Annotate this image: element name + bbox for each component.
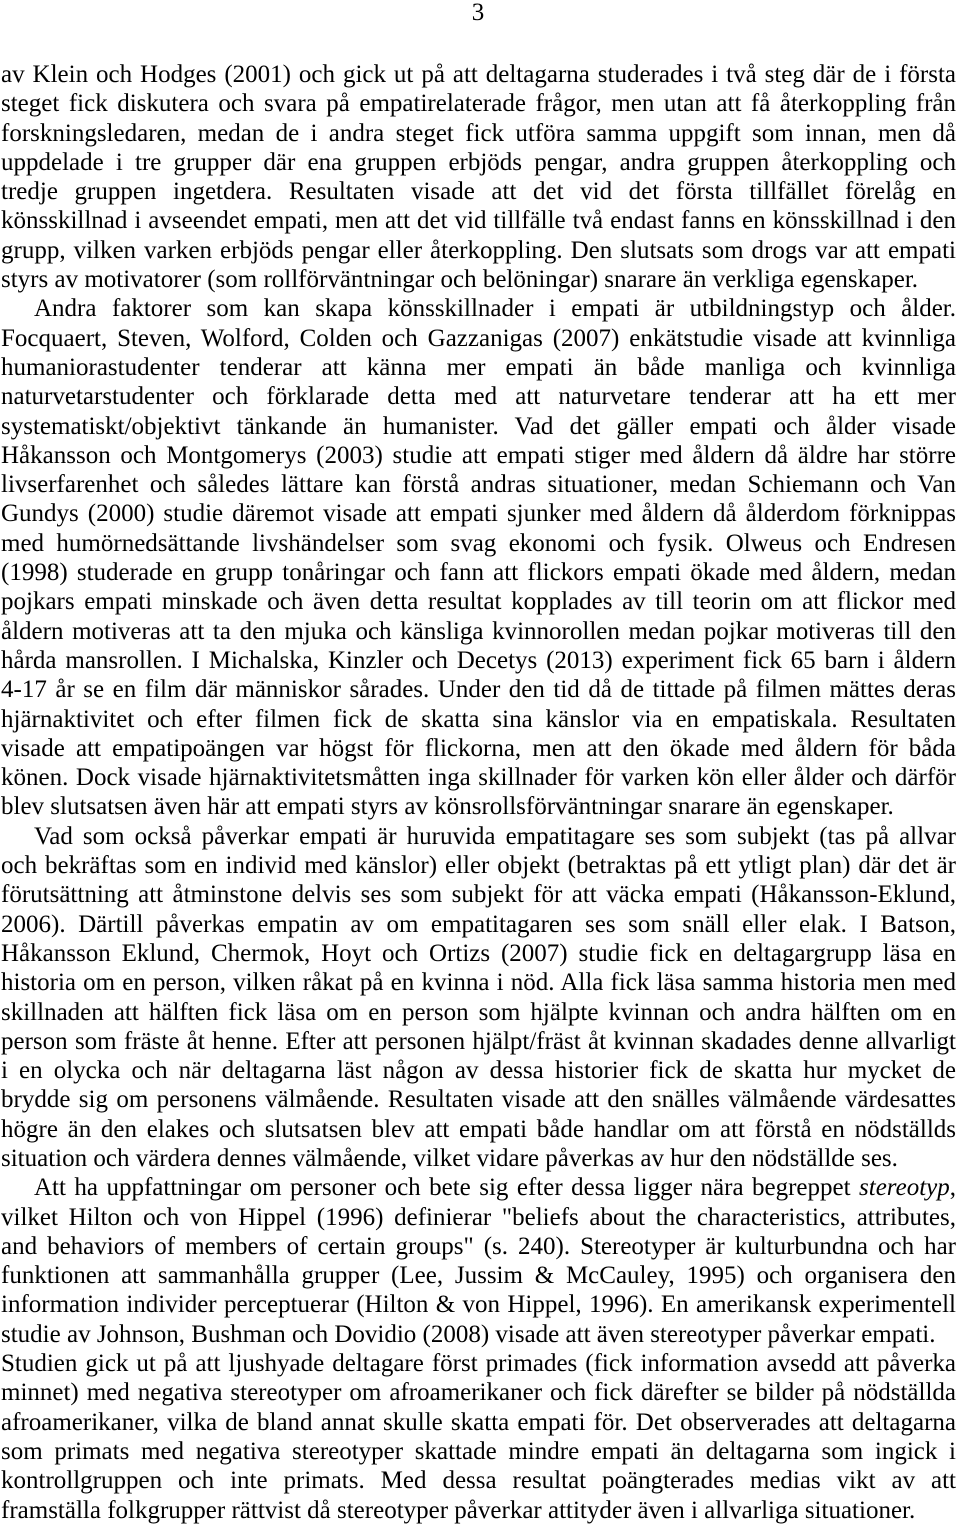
text-line: person som fräste åt henne. Efter att personen hjälpt/fräst åt kvinnan skadades denne allvarligt [1,1027,956,1055]
text-line: blev slutsatsen även här att empati styrs av könsrollsförväntningar snarare än egenskaper. [1,793,894,821]
text-line: hjärnaktivitet och efter filmen fick de skatta sina känslor via en empatiskala. Resultaten [1,705,956,733]
text-segment: Att ha uppfattningar om personer och bete sig efter dessa ligger nära begreppet [34,1174,860,1202]
text-line: brydde sig om personens välmående. Resultaten visade att den snälles välmående värdesattes [1,1086,956,1114]
text-line: visade att empatipoängen var högst för flickorna, men att den ökade med åldern för båda [1,734,956,762]
text-line: steget fick diskutera och svara på empatirelaterade frågor, men utan att få återkoppling från [1,90,956,118]
text-line: funktionen att sammanhålla grupper (Lee, Jussim & McCauley, 1995) och organisera den [1,1262,956,1290]
text-line: Andra faktorer som kan skapa könsskillnader i empati är utbildningstyp och ålder. [34,295,956,323]
text-line: forskningsledaren, medan de i andra steget fick utföra samma uppgift som innan, men då [1,119,956,147]
text-line: tredje gruppen ingetdera. Resultaten visade att det vid det första tillfället förelåg en [1,178,956,206]
text-line: 2006). Därtill påverkas empatin av om empatitagaren ses som snäll eller elak. I Batson, [1,910,956,938]
text-line: situation och värdera dennes välmående, vilket vidare påverkas av hur den nödställde ses. [1,1144,898,1172]
text-line: styrs av motivatorer (som rollförväntningar och belöningar) snarare än verkliga egenskaper. [1,266,919,294]
text-line: av Klein och Hodges (2001) och gick ut på att deltagarna studerades i två steg där de i första [1,61,956,88]
text-line: förutsättning att åtminstone delvis ses som subjekt för att väcka empati (Håkansson-Eklund, [1,881,956,909]
text-line: framställa folkgrupper rättvist då stereotyper påverkar attityder även i allvarliga situationer. [1,1496,916,1524]
text-line: systematiskt/objektivt tänkande än humanister. Vad det gäller empati och ålder visade [1,412,956,440]
text-line: information individer perceptuerar (Hilton & von Hippel, 1996). En amerikansk experimentell [1,1291,956,1319]
text-line: vilket Hilton och von Hippel (1996) definierar "beliefs about the characteristics, attributes, [1,1203,956,1231]
paragraph [1,60,956,294]
text-line: med humörnedsättande livshändelser som svag ekonomi och fysik. Olweus och Endresen [1,529,956,557]
page-number: 3 [471,0,485,26]
text-line: Håkansson och Montgomerys (2003) studie att empati stiger med åldern då äldre har större [1,441,956,469]
text-line: Focquaert, Steven, Wolford, Colden och Gazzanigas (2007) enkätstudie visade att kvinnliga [1,324,956,352]
text-line: pojkars empati minskade och även detta resultat kopplades av till teorin om att flickor med [1,588,956,616]
text-line: naturvetarstudenter och förklarade detta med att naturvetare tenderar att ha ett mer [1,383,956,411]
text-line: könsskillnad i avseendet empati, men att det vid tillfälle två endast fanns en könsskillnad i den [1,207,956,235]
paragraph [1,822,956,1174]
text-line: och bekräftas som en individ med känslor) eller objekt (betraktas på ett ytligt plan) där det är [1,852,956,880]
text-line: könen. Dock visade hjärnaktivitetsmåtten inga skillnader för varken kön eller ålder och därför [1,764,956,792]
text-line: Studien gick ut på att ljushyade deltagare först primades (fick information avsedd att påverka [1,1350,956,1378]
text-line: Vad som också påverkar empati är huruvida empatitagare ses som subjekt (tas på allvar [34,822,956,850]
text-line [1,1173,956,1202]
text-line: Håkansson Eklund, Chermok, Hoyt och Ortizs (2007) studie fick en deltagargrupp läsa en [1,939,956,967]
page-body [1,60,956,1525]
italic-term: stereotyp [859,1174,950,1202]
text-line: kontrollgruppen och inte primats. Med dessa resultat poängterades medias vikt av att [1,1467,956,1495]
text-line: studie av Johnson, Bushman och Dovidio (2008) visade att även stereotyper påverkar empati. [1,1320,936,1348]
text-segment: , [949,1174,956,1202]
text-line: åldern motiveras att ta den mjuka och känsliga kvinnorollen medan pojkar motiveras till den [1,617,956,645]
paragraph [1,294,956,821]
text-line: minnet) med negativa stereotyper om afroamerikaner och fick därefter se bilder på nödställda [1,1379,956,1407]
text-line: 4-17 år se en film där människor sårades. Under den tid då de tittade på filmen mättes deras [1,676,956,704]
text-line: skillnaden att hälften fick läsa om en person som hjälpte kvinnan och andra hälften om en [1,998,956,1026]
text-line: afroamerikaner, vilka de bland annat skulle skatta empati för. Det observerades att deltagarna [1,1408,956,1436]
text-line: grupp, vilken varken erbjöds pengar eller återkoppling. Den slutsats som drogs var att empati [1,236,956,264]
text-line: hårda mansrollen. I Michalska, Kinzler och Decetys (2013) experiment fick 65 barn i åldern [1,646,956,674]
text-line: högre än den elakes och slutsatsen blev att empati både handlar om att förstå en nödställds [1,1115,956,1143]
text-line: livserfarenhet och således lättare kan förstå andras situationer, medan Schiemann och Van [1,471,956,499]
text-line: Gundys (2000) studie däremot visade att empati sjunker med åldern då ålderdom förknippas [1,500,956,528]
paragraph [1,1173,956,1525]
text-line: humaniorastudenter tenderar att känna mer empati än både manliga och kvinnliga [1,353,956,381]
text-line: historia om en person, vilken råkat på en kvinna i nöd. Alla fick läsa samma historia men med [1,969,956,997]
text-line: and behaviors of members of certain groups" (s. 240). Stereotyper är kulturbundna och har [1,1232,956,1260]
text-line: uppdelade i tre grupper där ena gruppen erbjöds pengar, andra gruppen återkoppling och [1,148,956,176]
text-line: som primats med negativa stereotyper skattade mindre empati än deltagarna som ingick i [1,1437,956,1465]
text-line: i en olycka och när deltagarna läst någon av dessa historier fick de skatta hur mycket de [1,1057,956,1085]
text-line: (1998) studerade en grupp tonåringar och fann att flickors empati ökade med åldern, medan [1,559,956,587]
